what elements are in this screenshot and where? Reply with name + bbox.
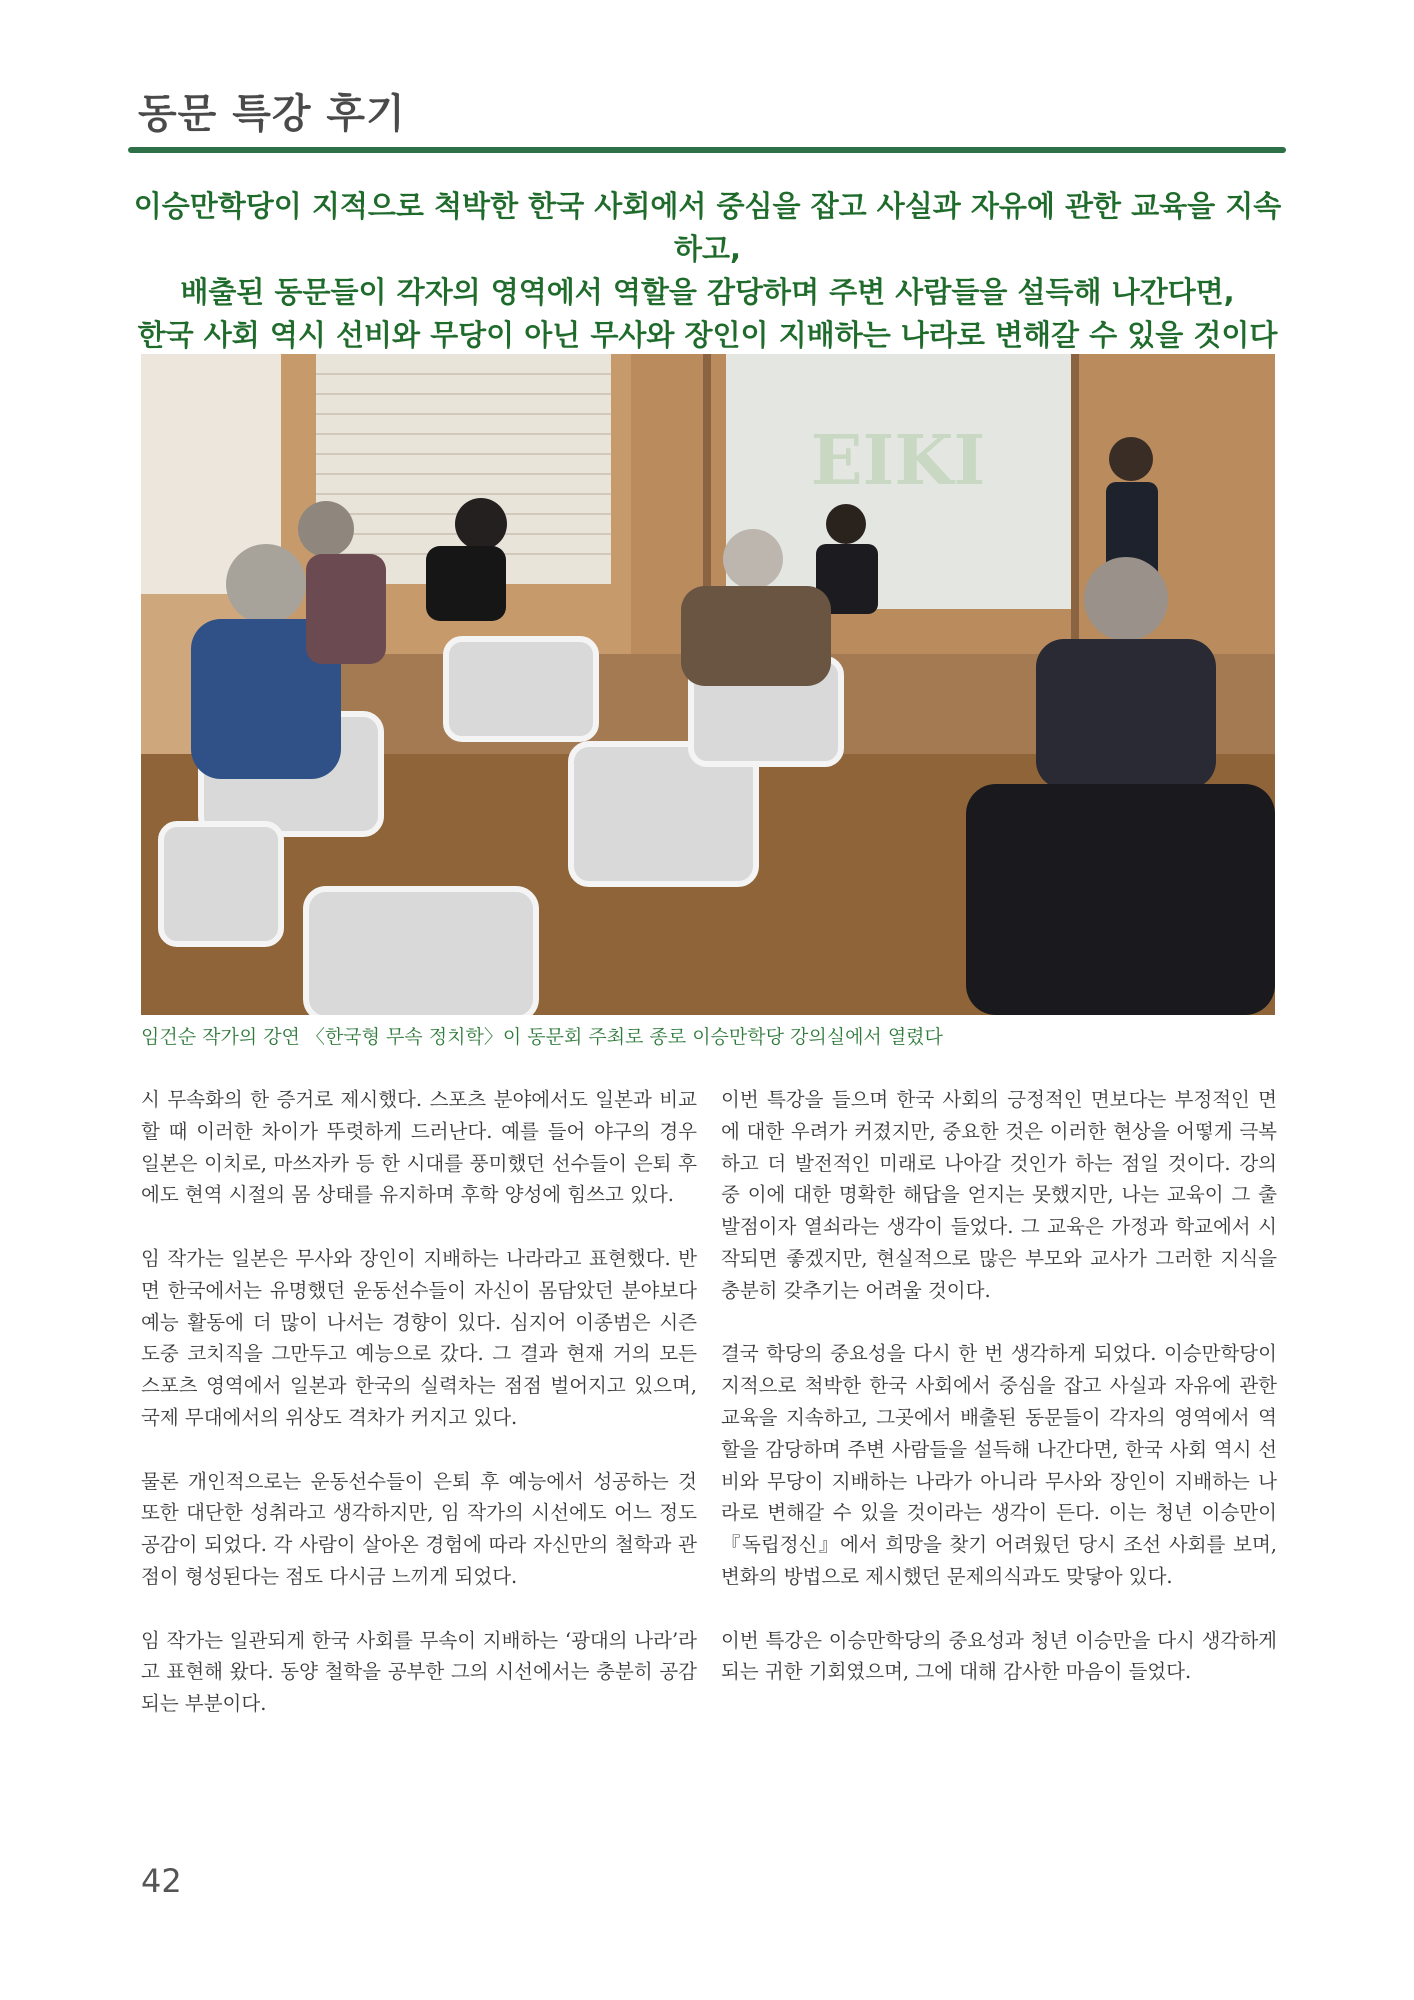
- paragraph: 시 무속화의 한 증거로 제시했다. 스포츠 분야에서도 일본과 비교할 때 이러한 차이가 뚜렷하게 드러난다. 예를 들어 야구의 경우 일본은 이치로, 마쓰자카 등 한 시대를 풍미했던 선수들이 은퇴 후에도 현역 시절의 몸 상태를 유지하며 후학 양성에 힘쓰고 있다.: [141, 1088, 697, 1207]
- headline-line: 배출된 동문들이 각자의 영역에서 역할을 감당하며 주변 사람들을 설득해 나간다면,: [180, 275, 1235, 309]
- article-left-column: [141, 1084, 697, 1752]
- paragraph: 임 작가는 일본은 무사와 장인이 지배하는 나라라고 표현했다. 반면 한국에서는 유명했던 운동선수들이 자신이 몸담았던 분야보다 예능 활동에 더 많이 나서는 경향이 있다. 심지어 이종범은 시즌 도중 코치직을 그만두고 예능으로 갔다. 그 결과 현재 거의 모든 스포츠 영역에서 일본과 한국의 실력차는 점점 벌어지고 있으며, 국제 무대에서의 위상도 격차가 커지고 있다.: [141, 1246, 697, 1429]
- page-number: 42: [141, 1862, 182, 1900]
- screen-text: EIKI: [810, 421, 986, 501]
- paragraph: 물론 개인적으로는 운동선수들이 은퇴 후 예능에서 성공하는 것 또한 대단한 성취라고 생각하지만, 임 작가의 시선에도 어느 정도 공감이 되었다. 각 사람이 살아온 경험에 따라 자신만의 철학과 관점이 형성된다는 점도 다시금 느끼게 되었다.: [141, 1469, 697, 1588]
- section-title: 동문 특강 후기: [138, 91, 406, 137]
- paragraph: 결국 학당의 중요성을 다시 한 번 생각하게 되었다. 이승만학당이 지적으로 척박한 한국 사회에서 중심을 잡고 사실과 자유에 관한 교육을 지속하고, 그곳에서 배출된 동문들이 각자의 영역에서 역할을 감당하며 주변 사람들을 설득해 나간다면, 한국 사회 역시 선비와 무당이 지배하는 나라가 아니라 무사와 장인이 지배하는 나라로 변해갈 수 있을 것이라는 생각이 든다. 이는 청년 이승만이 『독립정신』에서 희망을 찾기 어려웠던 당시 조선 사회를 보며, 변화의 방법으로 제시했던 문제의식과도 맞닿아 있다.: [721, 1342, 1277, 1588]
- title-divider: [128, 147, 1286, 153]
- paragraph: 이번 특강은 이승만학당의 중요성과 청년 이승만을 다시 생각하게 되는 귀한 기회였으며, 그에 대해 감사한 마음이 들었다.: [721, 1628, 1277, 1684]
- headline: [120, 185, 1295, 357]
- article-right-column: [721, 1084, 1277, 1720]
- paragraph: 이번 특강을 들으며 한국 사회의 긍정적인 면보다는 부정적인 면에 대한 우려가 커졌지만, 중요한 것은 이러한 현상을 어떻게 극복하고 더 발전적인 미래로 나아갈 것인가 하는 점일 것이다. 강의 중 이에 대한 명확한 해답을 얻지는 못했지만, 나는 교육이 그 출발점이자 열쇠라는 생각이 들었다. 그 교육은 가정과 학교에서 시작되면 좋겠지만, 현실적으로 많은 부모와 교사가 그러한 지식을 충분히 갖추기는 어려울 것이다.: [721, 1088, 1277, 1302]
- lecture-photo: [141, 354, 1275, 1015]
- headline-line: 이승만학당이 지적으로 척박한 한국 사회에서 중심을 잡고 사실과 자유에 관한 교육을 지속하고,: [133, 189, 1282, 266]
- photo-caption: 임건순 작가의 강연 〈한국형 무속 정치학〉이 동문회 주최로 종로 이승만학당 강의실에서 열렸다: [141, 1026, 943, 1048]
- headline-line: 한국 사회 역시 선비와 무당이 아닌 무사와 장인이 지배하는 나라로 변해갈 수 있을 것이다: [137, 318, 1278, 352]
- paragraph: 임 작가는 일관되게 한국 사회를 무속이 지배하는 ‘광대의 나라’라고 표현해 왔다. 동양 철학을 공부한 그의 시선에서는 충분히 공감되는 부분이다.: [141, 1628, 697, 1716]
